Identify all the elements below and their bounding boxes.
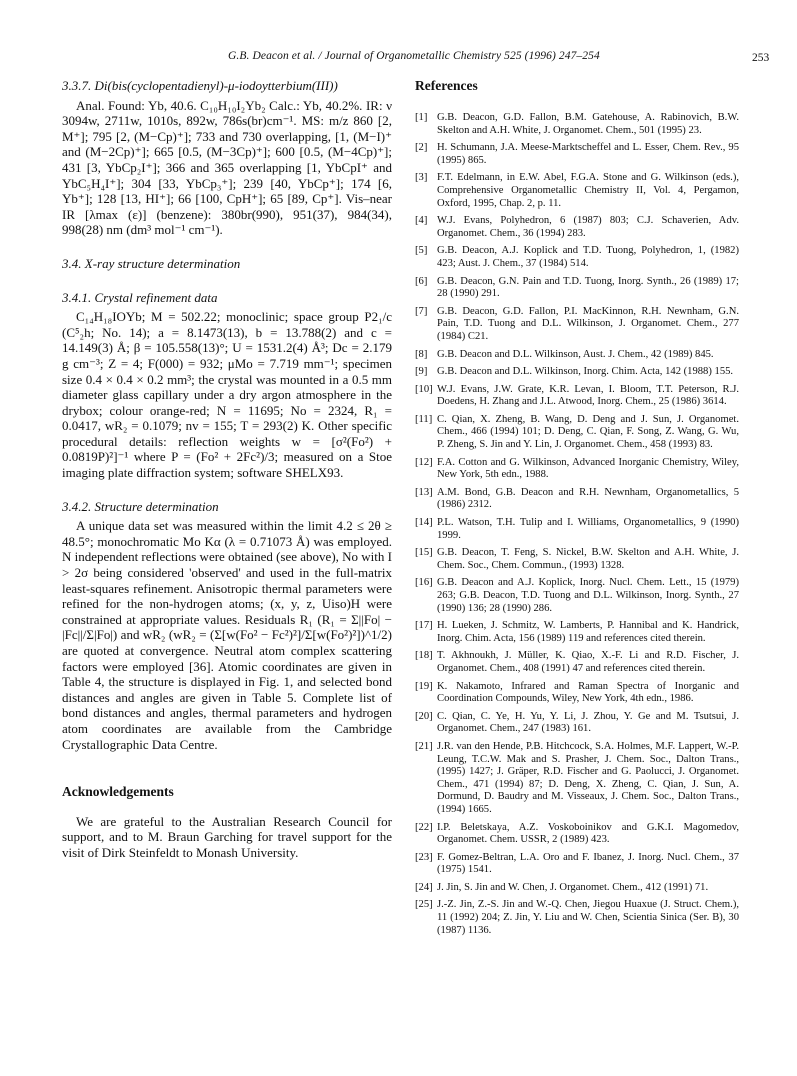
reference-text: F.A. Cotton and G. Wilkinson, Advanced Inorganic Chemistry, Wiley, New York, 5th edn., 1988. <box>437 456 739 481</box>
reference-number: [8] <box>415 348 428 360</box>
reference-text: W.J. Evans, J.W. Grate, K.R. Levan, I. Bloom, T.T. Peterson, R.J. Doedens, H. Zhang and J.L. Atwood, Inorg. Chem., 25 (1986) 3614. <box>437 383 739 408</box>
reference-item <box>415 487 739 512</box>
reference-text: G.B. Deacon and D.L. Wilkinson, Aust. J. Chem., 42 (1989) 845. <box>437 348 714 360</box>
reference-text: G.B. Deacon, A.J. Koplick and T.D. Tuong, Polyhedron, 1, (1982) 423; Aust. J. Chem., 37 (1984) 514. <box>437 245 739 269</box>
reference-number: [6] <box>415 275 428 287</box>
reference-item <box>415 882 739 895</box>
reference-item <box>415 414 739 452</box>
reference-number: [13] <box>415 486 433 498</box>
page-number: 253 <box>752 52 770 64</box>
reference-number: [17] <box>415 620 433 632</box>
reference-text: I.P. Beletskaya, A.Z. Voskoboinikov and G.K.I. Magomedov, Organomet. Chem. USSR, 2 (1989) 423. <box>437 821 739 846</box>
reference-number: [12] <box>415 456 433 468</box>
reference-item <box>415 366 739 379</box>
reference-text: H. Schumann, J.A. Meese-Marktscheffel and L. Esser, Chem. Rev., 95 (1995) 865. <box>437 142 739 166</box>
reference-item <box>415 142 739 167</box>
reference-item <box>415 457 739 482</box>
reference-item <box>415 306 739 344</box>
section-3-3-7-text: Anal. Found: Yb, 40.6. C₁₀H₁₀I₂Yb₂ Calc.: Yb, 40.2%. IR: ν 3094w, 2711w, 1010s, 892w, 786s(br)cm⁻¹. MS: m/z 860 [2, M⁺]; 795 [2, (M−Cp)⁺]; 733 and 730 overlapping, [1, (M−I)⁺ and (M−2Cp)⁺]; 665 [0.5, (M−3Cp)⁺]; 600 [0.5, (M−4Cp)⁺]; 431 [3, YbCp₂I⁺]; 366 and 365 overlapping [1, YbCpI⁺ and YbC₅H₄I⁺]; 304 [33, YbCp₃⁺]; 239 [40, YbCp⁺]; 174 [6, Yb⁺]; 128 [13, HI⁺]; 66 [100, CpH⁺]; 65 [89, Cp⁺]. Vis–near IR [λmax (ε)] (benzene): 380br(990), 951(37), 984(34), 998(28) nm (dm³ mol⁻¹ cm⁻¹). <box>62 97 392 238</box>
reference-number: [11] <box>415 413 433 425</box>
reference-number: [3] <box>415 172 428 184</box>
running-header: G.B. Deacon et al. / Journal of Organometallic Chemistry 525 (1996) 247–254 <box>228 50 600 62</box>
reference-number: [14] <box>415 517 433 529</box>
reference-number: [1] <box>415 112 428 123</box>
reference-text: G.B. Deacon, G.N. Pain and T.D. Tuong, Inorg. Synth., 26 (1989) 17; 28 (1990) 291. <box>437 275 739 300</box>
reference-number: [5] <box>415 245 428 257</box>
reference-item <box>415 681 739 706</box>
reference-text: J.-Z. Jin, Z.-S. Jin and W.-Q. Chen, Jiegou Huaxue (J. Struct. Chem.), 11 (1992) 204; Z. Jin, Y. Liu and W. Chen, Scientia Sinica (Ser. B), 30 (1987) 1136. <box>437 899 739 936</box>
reference-item <box>415 822 739 847</box>
reference-number: [10] <box>415 383 433 395</box>
section-3-4-title: 3.4. X-ray structure determination <box>62 255 241 271</box>
reference-number: [24] <box>415 881 433 893</box>
references-column <box>415 78 739 942</box>
reference-list <box>415 112 739 937</box>
reference-text: C. Qian, C. Ye, H. Yu, Y. Li, J. Zhou, Y. Ge and M. Tsutsui, J. Organomet. Chem., 247 (1983) 161. <box>437 710 739 735</box>
reference-number: [4] <box>415 215 428 227</box>
reference-item <box>415 899 739 937</box>
section-3-4-2-title: 3.4.2. Structure determination <box>62 498 219 514</box>
reference-item <box>415 650 739 675</box>
reference-number: [23] <box>415 851 433 863</box>
reference-number: [7] <box>415 305 428 317</box>
reference-text: G.B. Deacon and A.J. Koplick, Inorg. Nucl. Chem. Lett., 15 (1979) 263; G.B. Deacon, T.D. Tuong and D.L. Wilkinson, Inorg. Synth., 27 (1990) 136; 28 (1990) 286. <box>437 577 739 614</box>
section-3-4-2-text: A unique data set was measured within the limit 4.2 ≤ 2θ ≥ 48.5°; monochromatic Mo Kα (λ = 0.71073 Å) was employed. N independent reflections were obtained (see above), No with I > 2σ being considered 'observed' and used in the full-matrix least-squares refinement. Anisotropic thermal parameters were refined for the non-hydrogen atoms; (x, y, z, Uiso)H were constrained at appropriate values. Residuals R₁ (R₁ = Σ||Fo| − |Fc||/Σ|Fo|) and wR₂ (wR₂ = (Σ[w(Fo² − Fc²)²]/Σ[w(Fo²)²])^1/2) are quoted at convergence. Neutral atom complex scattering factors were employed [36]. Atomic coordinates are given in Table 4, the structure is displayed in Fig. 1, and selected bond distances and angles are given in Table 5. Complete list of bond distances and angles, thermal parameters and hydrogen atom coordinates are available from the Cambridge Crystallographic Data Centre. <box>62 518 392 752</box>
acknowledgements-text: We are grateful to the Australian Research Council for support, and to M. Braun Garching for travel support for the visit of Dirk Steinfeldt to Monash University. <box>62 813 392 860</box>
reference-item <box>415 349 739 362</box>
reference-number: [16] <box>415 577 433 589</box>
reference-number: [18] <box>415 650 433 662</box>
reference-item <box>415 620 739 645</box>
reference-text: G.B. Deacon and D.L. Wilkinson, Inorg. Chim. Acta, 142 (1988) 155. <box>437 366 734 378</box>
reference-item <box>415 711 739 736</box>
reference-number: [2] <box>415 142 428 154</box>
reference-item <box>415 172 739 210</box>
left-column <box>62 78 392 861</box>
reference-text: F.T. Edelmann, in E.W. Abel, F.G.A. Stone and G. Wilkinson (eds.), Comprehensive Organometallic Chemistry II, Vol. 4, Pergamon, Oxford, 1995, Chap. 2, p. 11. <box>437 172 739 209</box>
reference-item <box>415 741 739 817</box>
reference-number: [22] <box>415 821 433 833</box>
reference-item <box>415 547 739 572</box>
reference-number: [9] <box>415 366 428 378</box>
reference-text: C. Qian, X. Zheng, B. Wang, D. Deng and J. Sun, J. Organomet. Chem., 466 (1994) 101; D. Deng, C. Qian, F. Song, Z. Wang, G. Wu, P. Zheng, S. Jin and Y. Lin, J. Organomet. Chem., 458 (1993) 83. <box>437 413 739 451</box>
acknowledgements-heading: Acknowledgements <box>62 784 174 800</box>
reference-item <box>415 577 739 615</box>
reference-item <box>415 276 739 301</box>
reference-item <box>415 852 739 877</box>
reference-text: T. Akhnoukh, J. Müller, K. Qiao, X.-F. Li and R.D. Fischer, J. Organomet. Chem., 408 (1991) 47 and references cited therein. <box>437 650 739 674</box>
reference-number: [25] <box>415 899 433 911</box>
reference-item <box>415 215 739 240</box>
reference-number: [20] <box>415 710 433 722</box>
section-3-4-1-title: 3.4.1. Crystal refinement data <box>62 289 218 305</box>
reference-text: H. Lueken, J. Schmitz, W. Lamberts, P. Hannibal and K. Handrick, Inorg. Chim. Acta, 156 (1989) 119 and references cited therein. <box>437 620 739 644</box>
reference-item <box>415 384 739 409</box>
references-heading: References <box>415 78 478 93</box>
reference-text: G.B. Deacon, G.D. Fallon, P.I. MacKinnon, R.H. Newnham, G.N. Pain, T.D. Tuong and D.L. Wilkinson, J. Organomet. Chem., 277 (1984) C21. <box>437 305 739 342</box>
reference-text: W.J. Evans, Polyhedron, 6 (1987) 803; C.J. Schaverien, Adv. Organomet. Chem., 36 (1994) 283. <box>437 215 739 239</box>
reference-number: [15] <box>415 547 433 559</box>
reference-number: [21] <box>415 740 433 752</box>
reference-item <box>415 245 739 270</box>
reference-text: K. Nakamoto, Infrared and Raman Spectra of Inorganic and Coordination Compounds, Wiley, New York, 4th edn., 1986. <box>437 680 739 705</box>
reference-item <box>415 112 739 137</box>
reference-number: [19] <box>415 680 433 692</box>
reference-text: G.B. Deacon, G.D. Fallon, B.M. Gatehouse, A. Rabinovich, B.W. Skelton and A.H. White, J. Organomet. Chem., 501 (1995) 23. <box>437 112 739 136</box>
reference-text: A.M. Bond, G.B. Deacon and R.H. Newnham, Organometallics, 5 (1986) 2312. <box>437 486 739 511</box>
reference-text: J.R. van den Hende, P.B. Hitchcock, S.A. Holmes, M.F. Lappert, W.-P. Leung, T.C.W. Mak and S. Prasher, J. Chem. Soc., Dalton Trans., (1995) 1427; J. Gräper, R.D. Fischer and G. Paolucci, J. Organomet. Chem., 471 (1994) 87; D. Deng, X. Zheng, C. Qian, J. Sun, A. Dormund, D. Baudry and M. Visseaux, J. Chem. Soc., Dalton Trans., (1994) 1665. <box>437 740 739 815</box>
section-3-3-7-title: 3.3.7. Di(bis(cyclopentadienyl)-μ-iodoytterbium(III)) <box>62 78 338 93</box>
reference-text: G.B. Deacon, T. Feng, S. Nickel, B.W. Skelton and A.H. White, J. Chem. Soc., Chem. Commun., (1993) 1328. <box>437 547 739 571</box>
reference-text: F. Gomez-Beltran, L.A. Oro and F. Ibanez, J. Inorg. Nucl. Chem., 37 (1975) 1541. <box>437 851 739 876</box>
section-3-4-1-text: C₁₄H₁₈IOYb; M = 502.22; monoclinic; space group P2₁/c (C⁵₂h; No. 14); a = 8.1473(13), b = 13.788(2) and c = 14.149(3) Å; β = 105.558(13)°; U = 1531.2(4) Å³; Dc = 2.179 g cm⁻³; Z = 4; F(000) = 932; μMo = 7.719 mm⁻¹; specimen size 0.4 × 0.4 × 0.2 mm³; the crystal was mounted in a 0.5 mm diameter glass capillary under a dry argon atmosphere in the drybox; colour orange-red; N = 11695; No = 2324, R₁ = 0.0417, wR₂ = 0.1079; nv = 155; T = 293(2) K. Other specific procedural details: reflection weights w = [σ²(Fo²) + 0.0819P)²]⁻¹ where P = (Fo² + 2Fc²)/3; measured on a Stoe imaging plate diffraction system; software SHELX93. <box>62 309 392 481</box>
reference-item <box>415 517 739 542</box>
reference-text: J. Jin, S. Jin and W. Chen, J. Organomet. Chem., 412 (1991) 71. <box>437 881 709 893</box>
reference-text: P.L. Watson, T.H. Tulip and I. Williams, Organometallics, 9 (1990) 1999. <box>437 517 739 541</box>
